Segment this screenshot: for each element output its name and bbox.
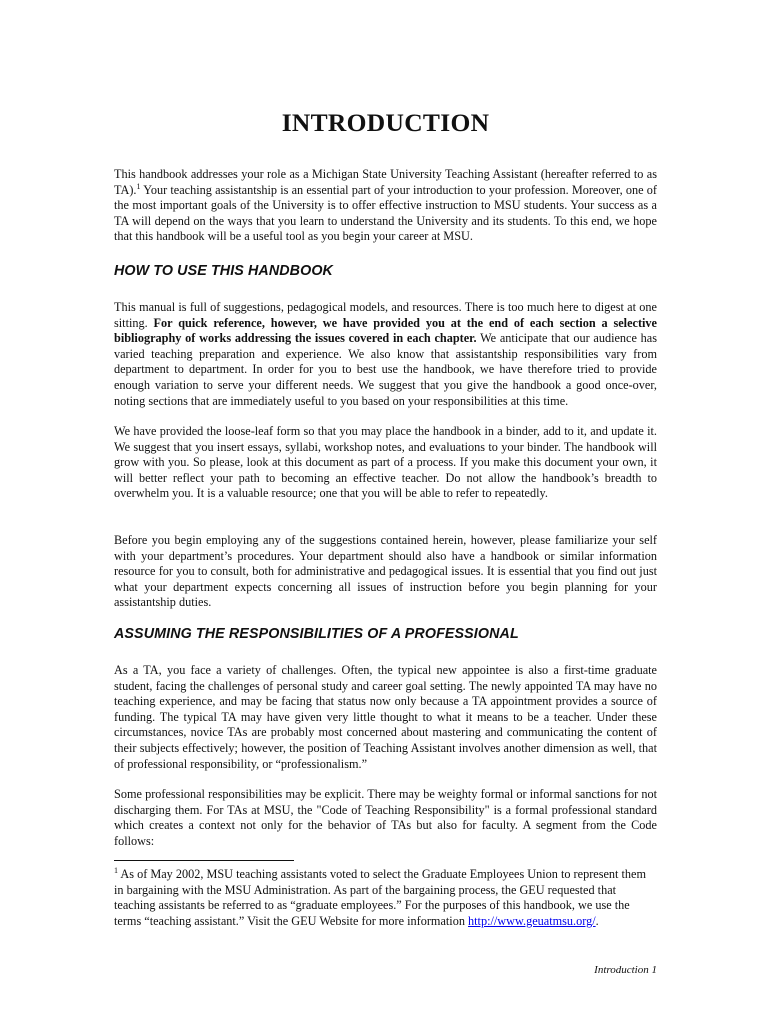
footnote-end: . [595,913,599,928]
paragraph-text: This manual is full of suggestions, pedagogical models, and resources. There is too much here to digest at one sitting. [114,300,657,330]
intro-paragraph [114,167,657,245]
geu-website-link[interactable]: http://www.geuatmsu.org/ [468,913,596,928]
intro-text-continued: Your teaching assistantship is an essential part of your introduction to your profession. Moreover, one of the most important goals of the University is to offer effective instruction to MSU students. Your success as a TA will depend on the ways that you learn to understand the University and its students. To this end, we hope that this handbook will be a useful tool as you begin your career at MSU. [114,182,657,244]
section-heading-how-to-use: HOW TO USE THIS HANDBOOK [114,263,333,279]
responsibilities-paragraph-1: As a TA, you face a variety of challenges. Often, the typical new appointee is also a first-time graduate student, facing the challenges of personal study and career goal setting. The newly appointed TA may have no teaching experience, and may be facing that status now only because a TA appointment provides a source of funding. The typical TA may have given very little thought to what it means to be a teacher. Under these circumstances, novice TAs are probably most concerned about mastering and communicating the content of their subjects effectively; however, the position of Teaching Assistant involves another dimension as well, that of professional responsibility, or “professionalism.” [114,663,657,771]
footnote-number: 1 [114,865,118,875]
page-footer: Introduction 1 [594,964,657,976]
bold-emphasis-text: For quick reference, however, we have provided you at the end of each section a selective bibliography of works addressing the issues covered in each chapter. [114,315,657,346]
how-to-use-paragraph-3: Before you begin employing any of the suggestions contained herein, however, please familiarize your self with your department’s procedures. Your department should also have a handbook or similar information resource for you to consult, both for administrative and pedagogical issues. It is essential that you find out just what your department expects concerning all issues of instruction before you begin planning for your assistantship duties. [114,533,657,610]
section-heading-responsibilities: ASSUMING THE RESPONSIBILITIES OF A PROFESSIONAL [114,626,519,642]
intro-text: This handbook addresses your role as a Michigan State University Teaching Assistant (hereafter referred to as TA). [114,167,657,197]
footnote-divider [114,860,294,861]
footnote-reference[interactable]: 1 [136,181,141,191]
paragraph-text: We anticipate that our audience has varied teaching preparation and experience. We also know that assistantship responsibilities vary from department to department. In order for you to best use the handbook, we have therefore tried to provide enough variation to serve your different needs. We suggest that you give the handbook a good once-over, noting sections that are immediately useful to you based on your responsibilities at this time. [114,331,657,408]
page-title: INTRODUCTION [281,108,490,137]
footnote-text: As of May 2002, MSU teaching assistants voted to select the Graduate Employees Union to represent them in bargaining with the MSU Administration. As part of the bargaining process, the GEU requested that teaching assistants be referred to as “graduate employees.” For the purposes of this handbook, we use the terms “teaching assistant.” Visit the GEU Website for more information [114,867,647,928]
how-to-use-paragraph-1 [114,300,657,409]
footnote [114,867,657,929]
how-to-use-paragraph-2: We have provided the loose-leaf form so that you may place the handbook in a binder, add to it, and update it. We suggest that you insert essays, syllabi, workshop notes, and evaluations to your binder. The handbook will grow with you. So please, look at this document as part of a process. If you make this document your own, it will better reflect your path to becoming an effective teacher. Do not allow the handbook’s breadth to overwhelm you. It is a valuable resource; one that you will be able to refer to repeatedly. [114,424,657,501]
responsibilities-paragraph-2: Some professional responsibilities may be explicit. There may be weighty formal or informal sanctions for not discharging them. For TAs at MSU, the "Code of Teaching Responsibility" is a formal professional standard which creates a context not only for the behavior of TAs but also for faculty. A segment from the Code follows: [114,787,657,848]
